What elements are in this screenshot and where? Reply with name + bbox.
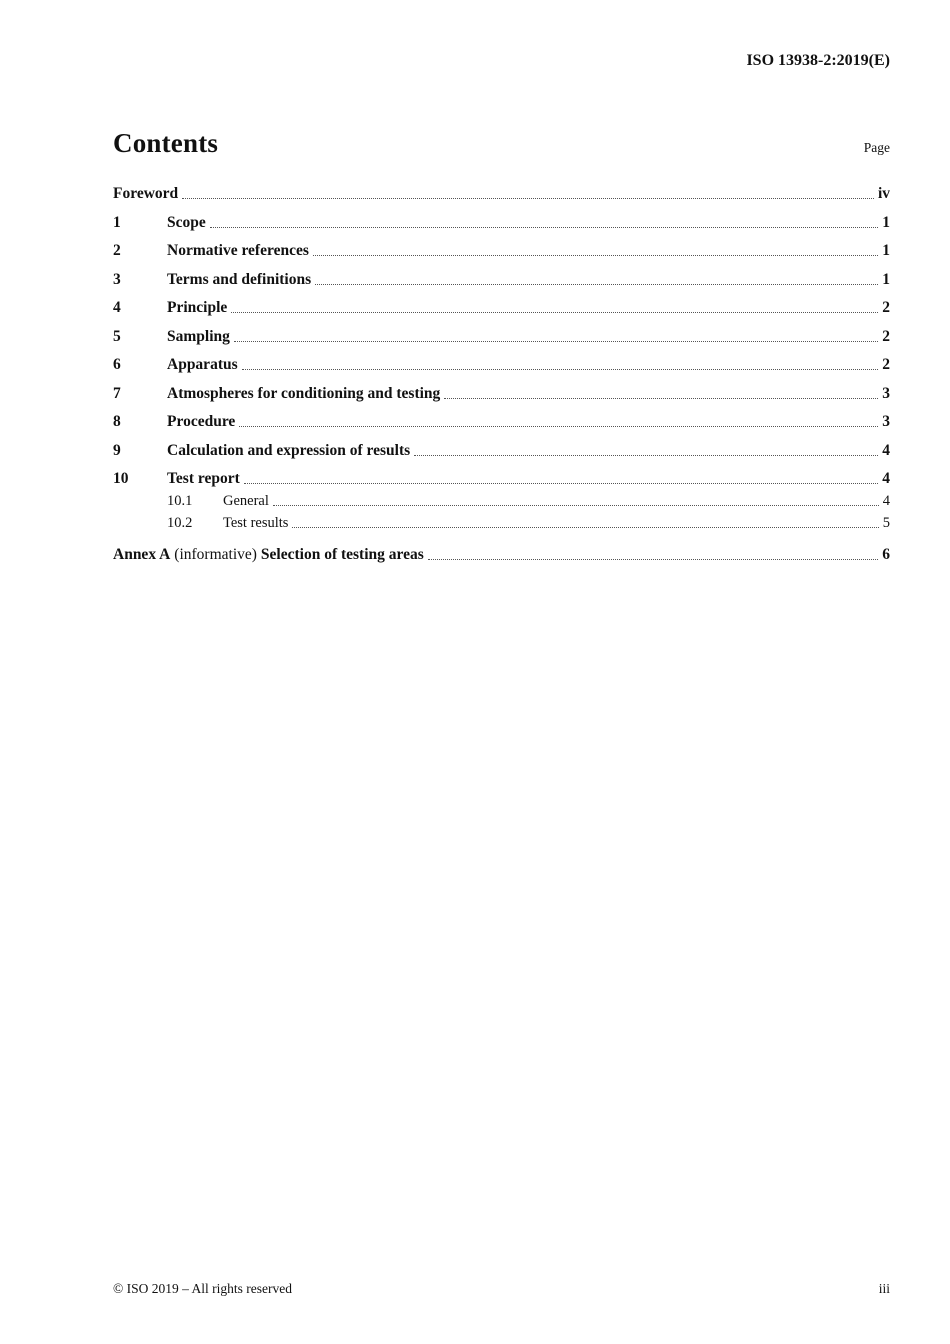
toc-entry-number: 1 xyxy=(113,213,121,231)
toc-entry-page: 1 xyxy=(882,270,890,288)
table-of-contents xyxy=(113,185,890,564)
toc-entry-title: Foreword xyxy=(113,185,179,202)
annex-title: Selection of testing areas xyxy=(260,546,424,563)
dotted-leader xyxy=(239,426,878,427)
toc-entry-number: 4 xyxy=(113,299,121,316)
toc-entry-title: Normative references xyxy=(167,242,309,259)
dotted-leader xyxy=(182,198,874,199)
toc-entry-title: Test report xyxy=(167,470,240,487)
copyright-notice: © ISO 2019 – All rights reserved xyxy=(113,1281,292,1296)
toc-entry-number: 9 xyxy=(113,441,121,459)
toc-subentry-title: General xyxy=(223,493,269,509)
toc-entry-title: Scope xyxy=(167,213,206,231)
toc-entry-title: Apparatus xyxy=(167,356,238,373)
dotted-leader xyxy=(292,527,878,528)
toc-entry xyxy=(113,299,890,317)
toc-entry xyxy=(113,413,890,431)
toc-entry-page: 2 xyxy=(882,299,890,316)
page-footer xyxy=(113,1281,890,1297)
contents-header xyxy=(113,128,890,159)
toc-entry-number: 10 xyxy=(113,470,129,487)
annex-prefix: Annex A xyxy=(113,546,171,563)
toc-entry-annex xyxy=(113,546,890,564)
toc-entry xyxy=(113,470,890,488)
dotted-leader xyxy=(234,341,878,342)
toc-entry-page: 1 xyxy=(882,242,890,259)
toc-entry-number: 7 xyxy=(113,384,121,402)
toc-entry-page: 4 xyxy=(882,470,890,487)
dotted-leader xyxy=(315,284,878,285)
toc-entry-page: 3 xyxy=(882,413,890,430)
toc-content xyxy=(113,128,890,575)
toc-entry-number: 8 xyxy=(113,413,121,430)
toc-entry-number: 3 xyxy=(113,270,121,288)
page-column-label: Page xyxy=(863,140,890,155)
toc-subentry-title: Test results xyxy=(223,515,289,531)
toc-entry-number: 5 xyxy=(113,327,121,345)
toc-subentry-number: 10.2 xyxy=(167,515,193,531)
toc-entry xyxy=(113,442,890,460)
toc-entry-page: iv xyxy=(877,185,890,202)
toc-entry xyxy=(113,356,890,374)
dotted-leader xyxy=(313,255,878,256)
dotted-leader xyxy=(242,369,879,370)
toc-entry-number: 2 xyxy=(113,242,121,259)
toc-subentry-number: 10.1 xyxy=(167,493,193,509)
toc-entry-page: 2 xyxy=(882,356,890,373)
dotted-leader xyxy=(273,505,879,506)
toc-entry-title: Terms and definitions xyxy=(167,270,312,288)
dotted-leader xyxy=(244,483,878,484)
toc-entry-page: 1 xyxy=(882,213,890,231)
contents-title: Contents xyxy=(113,128,219,158)
toc-subentry xyxy=(113,514,890,532)
dotted-leader xyxy=(428,559,878,560)
toc-subentry-page: 4 xyxy=(882,493,890,509)
page-number: iii xyxy=(878,1281,890,1296)
toc-entry-title: Sampling xyxy=(167,327,230,345)
toc-entry xyxy=(113,271,890,289)
toc-entry-page: 3 xyxy=(882,384,890,402)
toc-entry xyxy=(113,214,890,232)
toc-entry xyxy=(113,242,890,260)
toc-entry-foreword xyxy=(113,185,890,203)
annex-qualifier: (informative) xyxy=(174,546,257,563)
toc-entry-title: Calculation and expression of results xyxy=(167,441,411,459)
toc-entry-page: 4 xyxy=(882,441,890,459)
dotted-leader xyxy=(231,312,878,313)
toc-entry-title: Procedure xyxy=(167,413,236,430)
dotted-leader xyxy=(414,455,878,456)
toc-entry-title: Atmospheres for conditioning and testing xyxy=(167,384,441,402)
dotted-leader xyxy=(444,398,878,399)
toc-entry xyxy=(113,328,890,346)
toc-subentry xyxy=(113,492,890,510)
toc-entry-page: 6 xyxy=(882,546,890,563)
document-reference: ISO 13938-2:2019(E) xyxy=(746,52,890,69)
toc-subentry-page: 5 xyxy=(882,515,890,531)
toc-entry-page: 2 xyxy=(882,327,890,345)
toc-entry xyxy=(113,385,890,403)
dotted-leader xyxy=(210,227,879,228)
toc-entry-title: Principle xyxy=(167,299,228,316)
toc-entry-number: 6 xyxy=(113,356,121,373)
